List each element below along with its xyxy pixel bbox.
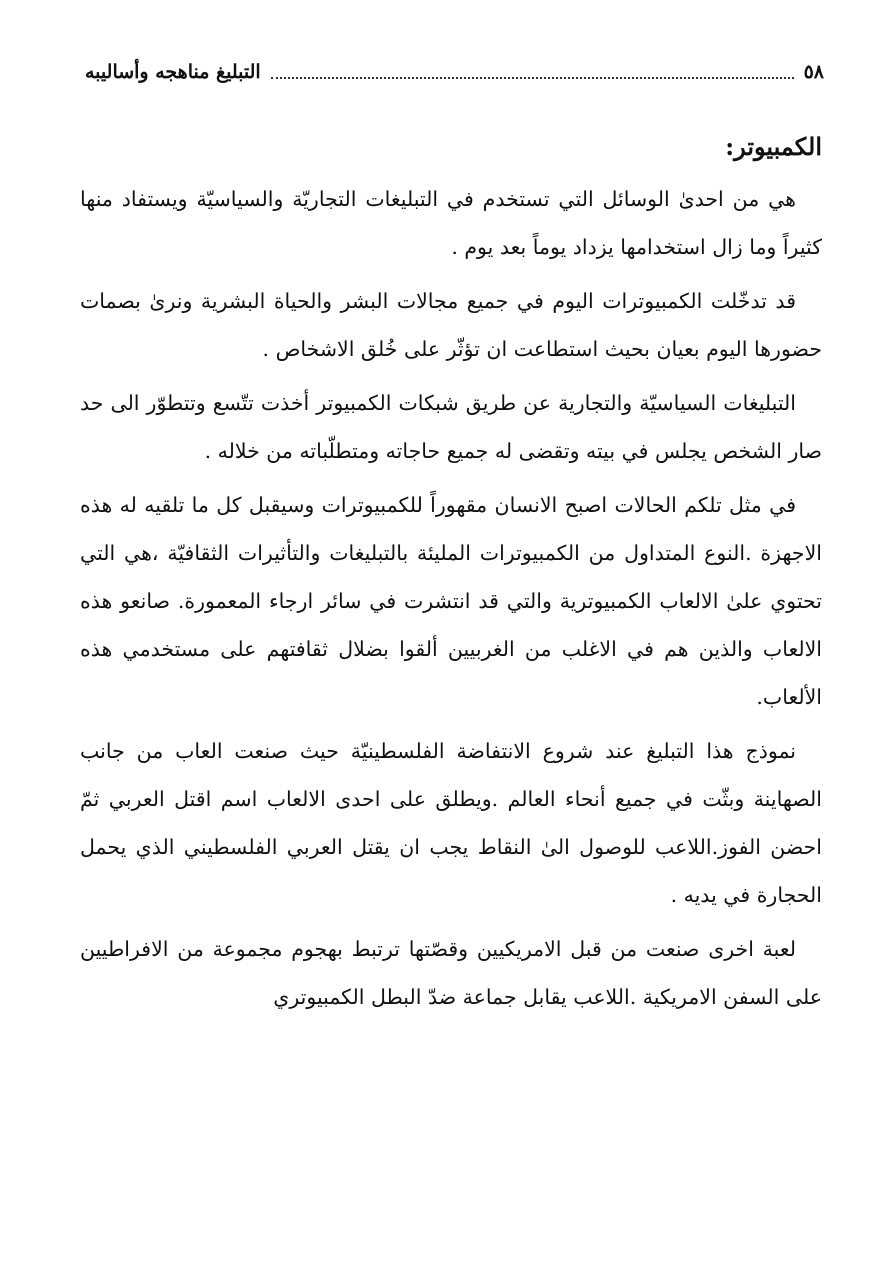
page-number: ٥٨ — [803, 61, 824, 83]
paragraph-4: في مثل تلكم الحالات اصبح الانسان مقهوراً للكمبيوترات وسيقبل كل ما تلقيه له هذه الاجهزة .النوع المتداول من الكمبيوترات المليئة بالتبليغات والتأثيرات الثقافيّة ،هي التي تحتوي علىٰ الالعاب الكمبيوترية والتي قد انتشرت في سائر ارجاء المعمورة. صانعو هذه الالعاب والذين هم في الاغلب من الغربيين ألقوا بضلال ثقافتهم على مستخدمي هذه الألعاب. — [80, 493, 822, 709]
page-body — [80, 125, 822, 1027]
section-heading: الكمبيوتر: — [725, 132, 822, 161]
paragraph-2: قد تدخّلت الكمبيوترات اليوم في جميع مجالات البشر والحياة البشرية ونرىٰ بصمات حضورها اليوم بعيان بحيث استطاعت ان تؤثّر على خُلق الاشخاص . — [80, 289, 822, 361]
paragraph-1: هي من احدىٰ الوسائل التي تستخدم في التبليغات التجاريّة والسياسيّة ويستفاد منها كثيراً وما زال استخدامها يزداد يوماً بعد يوم . — [80, 187, 822, 259]
paragraph-5: نموذج هذا التبليغ عند شروع الانتفاضة الفلسطينيّة حيث صنعت العاب من جانب الصهاينة وبثّت في جميع أنحاء العالم .ويطلق على احدى الالعاب اسم اقتل العربي ثمّ احضن الفوز.اللاعب للوصول الىٰ النقاط يجب ان يقتل العربي الفلسطيني الذي يحمل الحجارة في يديه . — [80, 739, 822, 907]
paragraph-3: التبليغات السياسيّة والتجارية عن طريق شبكات الكمبيوتر أخذت تتّسع وتتطوّر الى حد صار الشخص يجلس في بيته وتقضى له جميع حاجاته ومتطلّباته من خلاله . — [80, 391, 822, 463]
running-header — [85, 55, 824, 89]
paragraph-6: لعبة اخرى صنعت من قبل الامريكيين وقصّتها ترتبط بهجوم مجموعة من الافراطيين على السفن الامريكية .اللاعب يقابل جماعة ضدّ البطل الكمبيوتري — [80, 937, 822, 1009]
book-title: التبليغ مناهجه وأساليبه — [85, 61, 261, 83]
dotted-leader — [271, 77, 794, 79]
